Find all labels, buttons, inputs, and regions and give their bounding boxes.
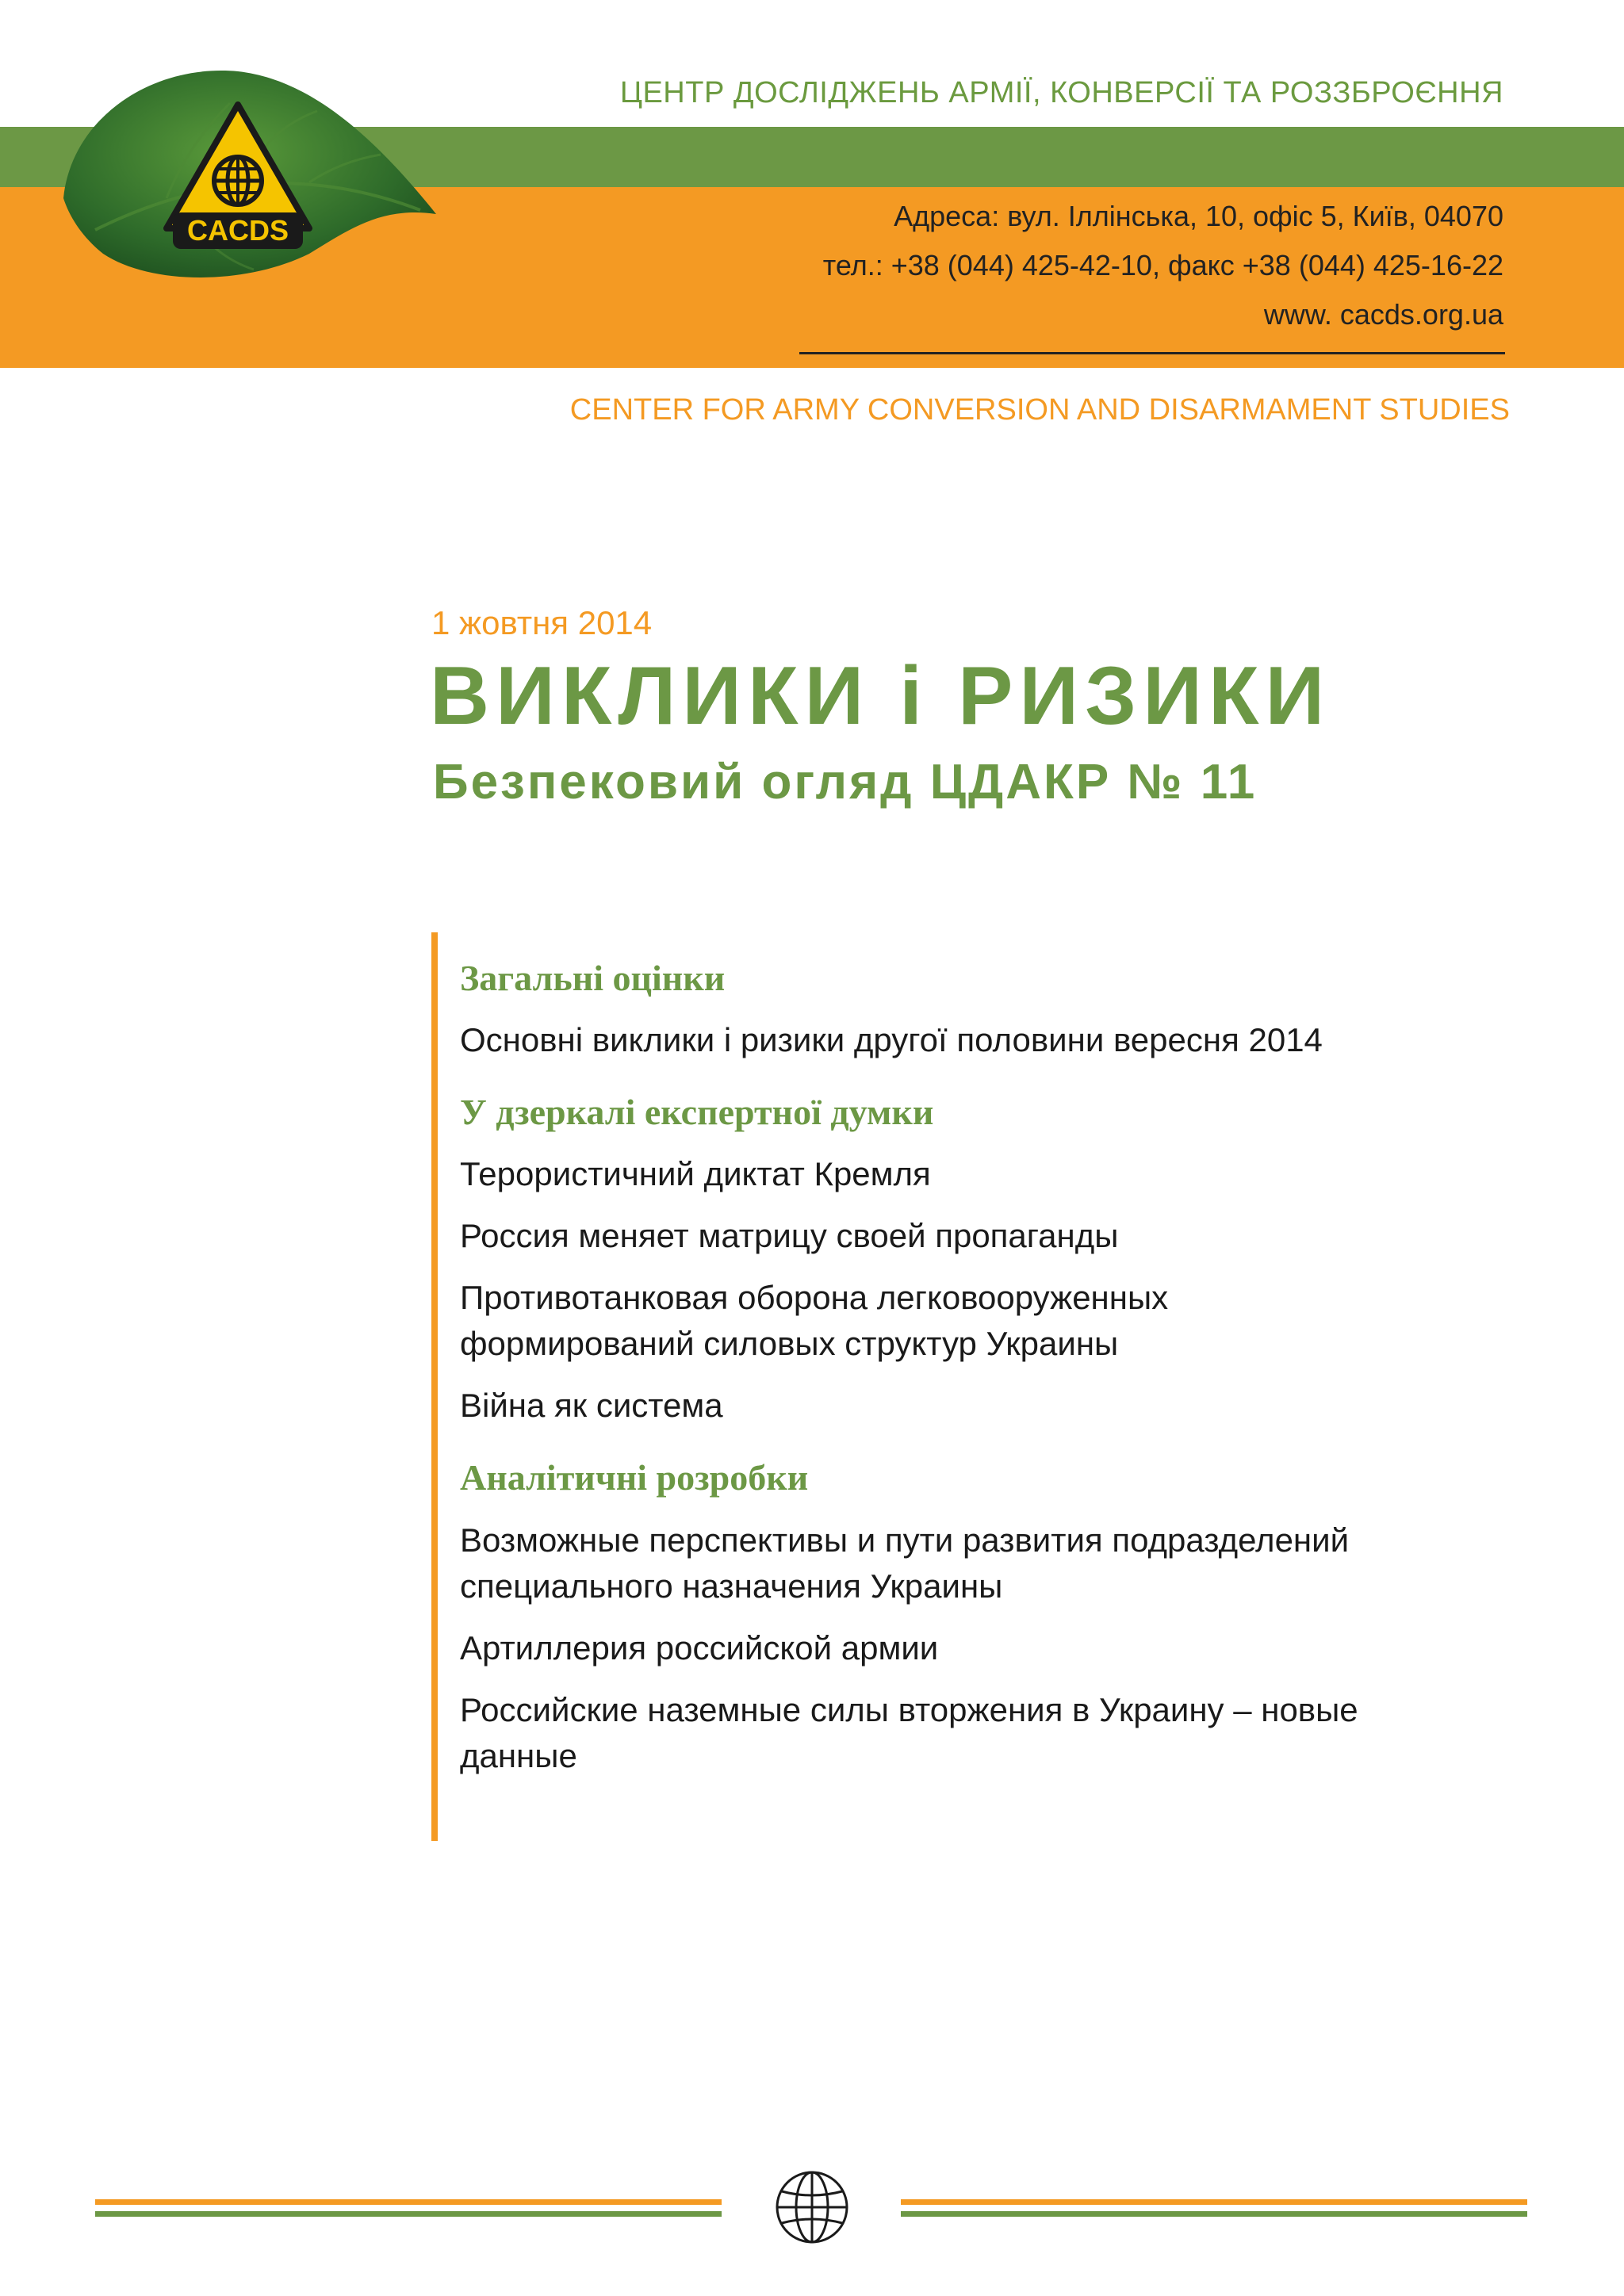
- toc-accent-bar: [431, 932, 438, 1841]
- page-title: ВИКЛИКИ і РИЗИКИ: [430, 650, 1331, 742]
- toc-item[interactable]: Війна як система: [460, 1387, 723, 1425]
- toc-item[interactable]: Возможные перспективы и пути развития подразделений специального назначения Украины: [460, 1521, 1350, 1605]
- toc-section-heading: Аналітичні розробки: [460, 1457, 809, 1498]
- toc-item[interactable]: Терористичний диктат Кремля: [460, 1155, 931, 1193]
- globe-icon: [772, 2168, 852, 2247]
- issue-date: 1 жовтня 2014: [431, 604, 653, 641]
- toc-group-general: [460, 956, 1538, 1063]
- table-of-contents: [460, 956, 1538, 1806]
- header-rule: [799, 352, 1505, 354]
- website-link[interactable]: www. cacds.org.ua: [1263, 298, 1503, 331]
- footer-lines-right: [901, 2199, 1527, 2220]
- toc-group-analytics: [460, 1456, 1538, 1778]
- page-subtitle: Безпековий огляд ЦДАКР № 11: [433, 755, 1258, 809]
- toc-section-heading: Загальні оцінки: [460, 958, 726, 998]
- footer-lines-left: [95, 2199, 722, 2220]
- toc-item[interactable]: Российские наземные силы вторжения в Украину – новые данные: [460, 1690, 1358, 1774]
- address-line: Адреса: вул. Іллінська, 10, офіс 5, Київ, 04070: [894, 200, 1503, 232]
- toc-item[interactable]: Артиллерия российской армии: [460, 1628, 939, 1667]
- toc-item[interactable]: Противотанковая оборона легковооруженных формирований силовых структур Украины: [460, 1279, 1169, 1363]
- logo-text: CACDS: [186, 214, 289, 247]
- toc-section-heading: У дзеркалі експертної думки: [460, 1092, 934, 1133]
- phone-fax-line: тел.: +38 (044) 425-42-10, факс +38 (044) 425-16-22: [822, 249, 1503, 281]
- org-name-en: CENTER FOR ARMY CONVERSION AND DISARMAMENT STUDIES: [569, 393, 1510, 427]
- toc-item[interactable]: Основні виклики і ризики другої половини вересня 2014: [460, 1021, 1323, 1059]
- leaf-globe-triangle-logo-icon: [48, 48, 444, 285]
- toc-group-expert: [460, 1090, 1538, 1429]
- toc-item[interactable]: Россия меняет матрицу своей пропаганды: [460, 1217, 1119, 1255]
- org-name-ua: ЦЕНТР ДОСЛІДЖЕНЬ АРМІЇ, КОНВЕРСІЇ ТА РОЗЗБРОЄННЯ: [619, 76, 1503, 109]
